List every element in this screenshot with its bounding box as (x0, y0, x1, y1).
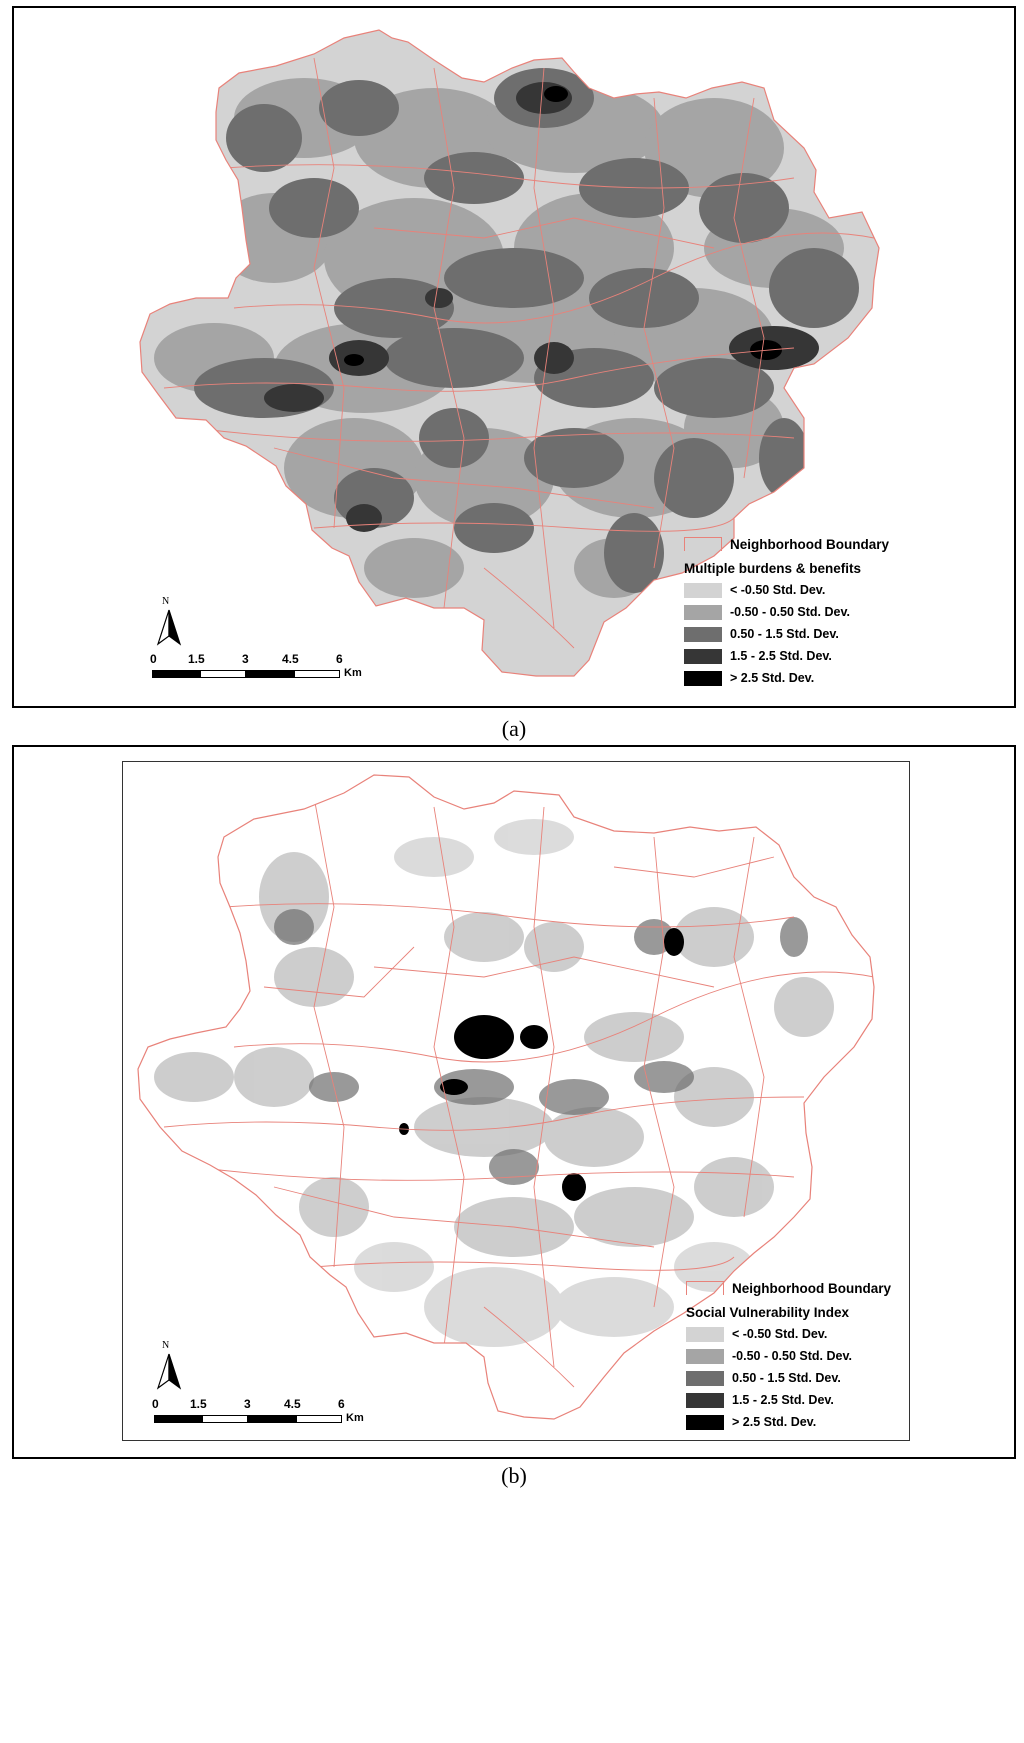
legend-class-label: 0.50 - 1.5 Std. Dev. (730, 627, 839, 641)
legend-b-abs (686, 1278, 1006, 1438)
legend-class-row (684, 670, 814, 686)
scale-tick: 1.5 (188, 652, 205, 666)
scale-tick: 0 (150, 652, 157, 666)
north-arrow (154, 1340, 184, 1390)
legend-class-label: 1.5 - 2.5 Std. Dev. (732, 1393, 834, 1407)
legend-svi (688, 1581, 1008, 1741)
legend-swatch (684, 605, 722, 620)
legend-class-row (684, 582, 825, 598)
legend-title-row (684, 560, 861, 576)
legend-class-row (684, 604, 850, 620)
scale-segment (202, 1415, 248, 1423)
legend-class-row (686, 1370, 841, 1386)
scale-segment (200, 670, 246, 678)
caption-a: (a) (501, 716, 527, 741)
north-arrow (154, 596, 184, 646)
legend-swatch (686, 1371, 724, 1386)
legend-swatch (684, 671, 722, 686)
scale-bar (152, 1397, 382, 1437)
scale-tick: 1.5 (190, 1397, 207, 1411)
scale-segment (154, 1415, 202, 1423)
scale-bar (150, 652, 380, 692)
legend-swatch (686, 1327, 724, 1342)
legend-title: Social Vulnerability Index (686, 1304, 850, 1320)
scale-segment (294, 670, 340, 678)
legend-boundary-label: Neighborhood Boundary (730, 536, 889, 552)
legend-title: Multiple burdens & benefits (684, 560, 862, 576)
north-arrow-icon (154, 1352, 184, 1392)
scale-segment (246, 670, 294, 678)
north-label: N (162, 1340, 170, 1351)
legend-class-label: > 2.5 Std. Dev. (730, 671, 815, 685)
legend-title-row (686, 1304, 849, 1320)
map-panel-a (12, 6, 1016, 708)
legend-boundary-row (686, 1280, 891, 1296)
legend-class-label: 0.50 - 1.5 Std. Dev. (732, 1371, 841, 1385)
scale-segment (248, 1415, 296, 1423)
legend-boundary-row (684, 536, 889, 552)
legend-swatch (684, 583, 722, 598)
scale-tick: 6 (336, 652, 343, 666)
boundary-swatch (684, 537, 722, 551)
legend-class-label: < -0.50 Std. Dev. (732, 1327, 828, 1341)
legend-class-row (686, 1392, 834, 1408)
legend-boundary-label: Neighborhood Boundary (732, 1280, 891, 1296)
scale-tick: 4.5 (284, 1397, 301, 1411)
north-arrow-icon (154, 608, 184, 648)
legend-class-row (686, 1348, 852, 1364)
north-label: N (162, 596, 170, 607)
scale-tick: 4.5 (282, 652, 299, 666)
legend-class-row (684, 648, 832, 664)
scale-tick: 3 (244, 1397, 251, 1411)
legend-a (684, 534, 1004, 694)
legend-swatch (684, 649, 722, 664)
scale-tick: 3 (242, 652, 249, 666)
scale-unit: Km (344, 667, 362, 679)
scale-segment (296, 1415, 342, 1423)
legend-class-row (686, 1414, 816, 1430)
scale-unit: Km (346, 1412, 364, 1424)
legend-class-label: < -0.50 Std. Dev. (730, 583, 826, 597)
legend-class-row (686, 1326, 827, 1342)
legend-swatch (686, 1415, 724, 1430)
legend-class-row (684, 626, 839, 642)
legend-b-positioned (686, 834, 1006, 994)
scale-tick: 0 (152, 1397, 159, 1411)
legend-class-label: > 2.5 Std. Dev. (732, 1415, 817, 1429)
legend-class-label: -0.50 - 0.50 Std. Dev. (730, 605, 850, 619)
scale-segment (152, 670, 200, 678)
legend-class-label: 1.5 - 2.5 Std. Dev. (730, 649, 832, 663)
legend-swatch (686, 1349, 724, 1364)
boundary-swatch (686, 1281, 724, 1295)
legend-swatch (684, 627, 722, 642)
caption-b: (b) (501, 1463, 527, 1488)
scale-tick: 6 (338, 1397, 345, 1411)
legend-swatch (686, 1393, 724, 1408)
legend-class-label: -0.50 - 0.50 Std. Dev. (732, 1349, 852, 1363)
